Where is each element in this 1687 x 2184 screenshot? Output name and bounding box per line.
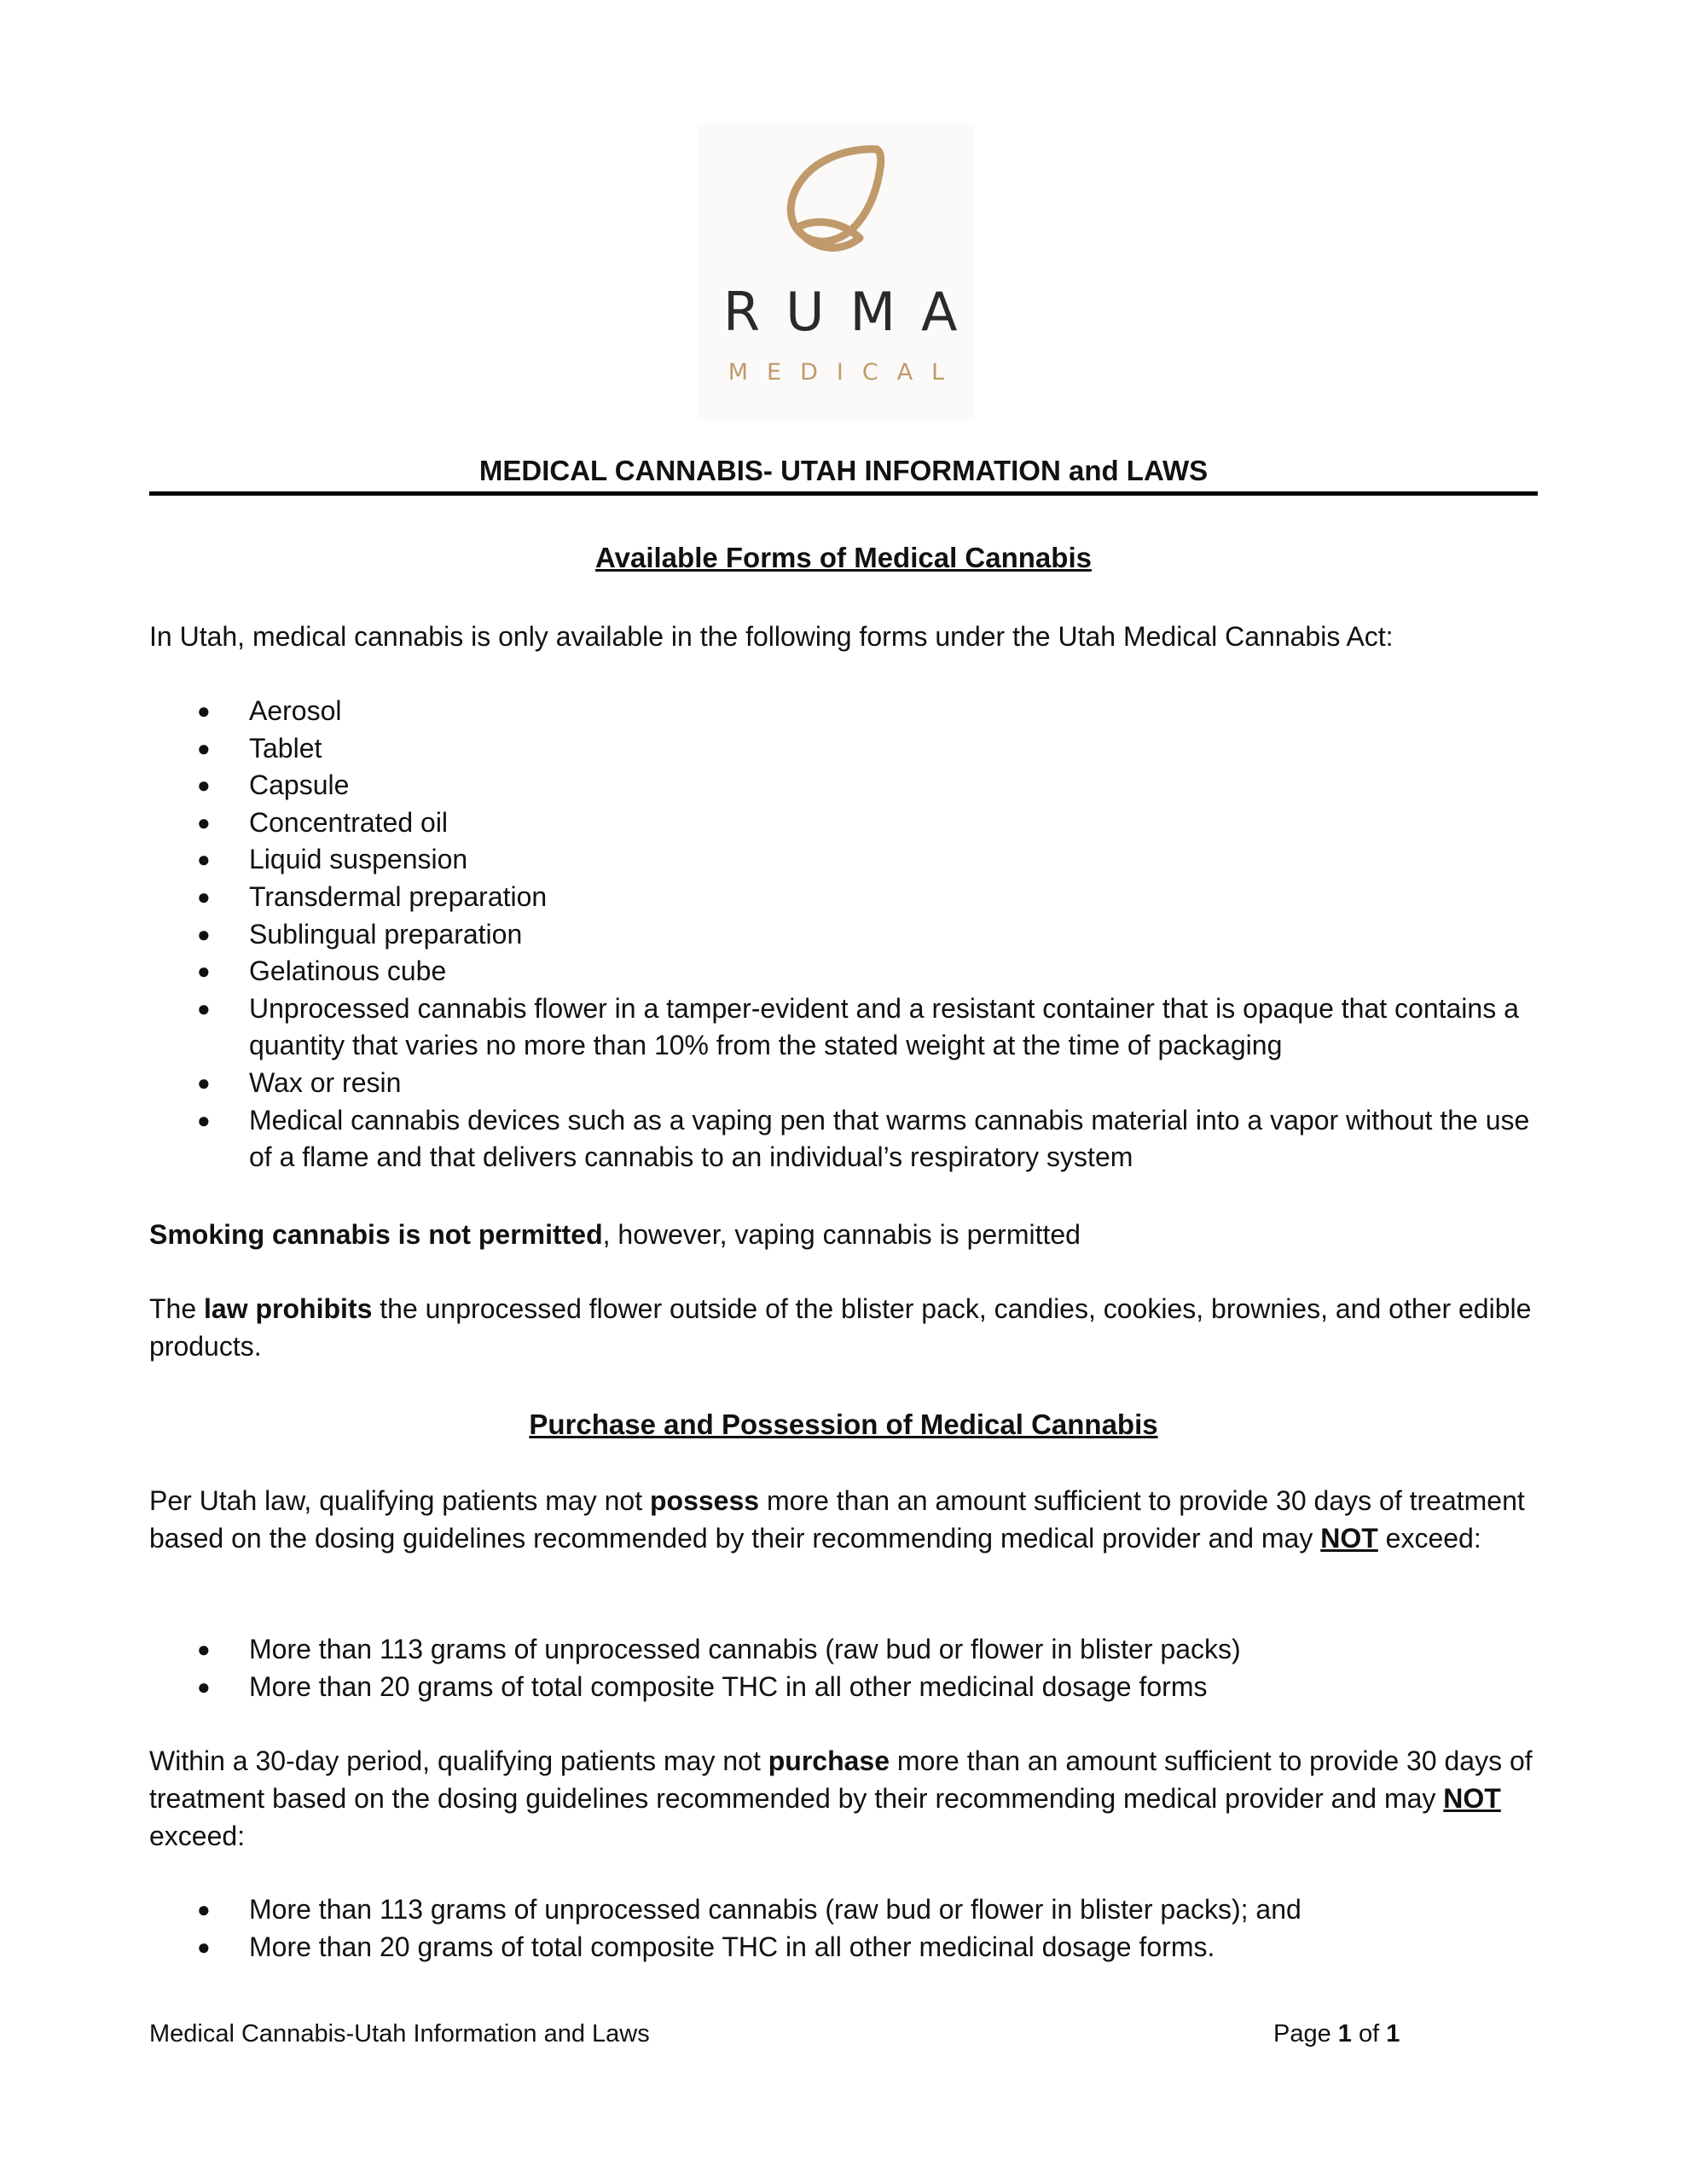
list-item: ● Sublingual preparation [149, 916, 1548, 954]
forms-list [149, 693, 1548, 1176]
bullet-icon: ● [197, 846, 211, 873]
footer-document-title: Medical Cannabis-Utah Information and Laws [149, 2020, 650, 2048]
list-item: ● More than 113 grams of unprocessed cannabis (raw bud or flower in blister packs); and [149, 1891, 1548, 1929]
list-item: ● More than 20 grams of total composite THC in all other medicinal dosage forms. [149, 1929, 1548, 1966]
list-item: ● Medical cannabis devices such as a vaping pen that warms cannabis material into a vapor without the use of a flame and that delivers cannabis to an individual’s respiratory system [149, 1102, 1548, 1176]
purchase-limits-list [149, 1891, 1548, 1966]
law-prohibits-statement: The law prohibits the unprocessed flower outside of the blister pack, candies, cookies, brownies, and other edible products. [149, 1293, 1532, 1362]
list-item: ● Wax or resin [149, 1065, 1548, 1102]
bullet-icon: ● [197, 1107, 211, 1133]
list-item: ● Unprocessed cannabis flower in a tamper-evident and a resistant container that is opaque that contains a quantity that varies no more than 10% from the stated weight at the time of packaging [149, 990, 1548, 1065]
bullet-icon: ● [197, 1673, 211, 1699]
bullet-icon: ● [197, 1933, 211, 1960]
list-item: ● Concentrated oil [149, 804, 1548, 842]
bullet-icon: ● [197, 1896, 211, 1922]
list-item: ● Transdermal preparation [149, 879, 1548, 916]
section-heading-forms: Available Forms of Medical Cannabis [595, 542, 1092, 573]
section-heading-purchase: Purchase and Possession of Medical Cannabis [529, 1409, 1158, 1440]
logo-wordmark: RUMA [723, 281, 983, 343]
purchase-statement: Within a 30-day period, qualifying patients may not purchase more than an amount sufficient to provide 30 days of treatment based on the dosing guidelines recommended by their recommending medical provider and may NOT exceed: [149, 1745, 1533, 1851]
possess-statement: Per Utah law, qualifying patients may not possess more than an amount sufficient to provide 30 days of treatment based on the dosing guidelines recommended by their recommending medical provider and may NOT exceed: [149, 1485, 1525, 1554]
bullet-icon: ● [197, 1636, 211, 1662]
bullet-icon: ● [197, 698, 211, 723]
list-item: ● More than 113 grams of unprocessed cannabis (raw bud or flower in blister packs) [149, 1631, 1548, 1669]
list-item: ● Tablet [149, 730, 1548, 768]
bullet-icon: ● [197, 1069, 211, 1095]
list-item: ● More than 20 grams of total composite THC in all other medicinal dosage forms [149, 1669, 1548, 1706]
list-item: ● Aerosol [149, 693, 1548, 730]
bullet-icon: ● [197, 995, 211, 1021]
smoking-statement: Smoking cannabis is not permitted, however, vaping cannabis is permitted [149, 1219, 1081, 1250]
bullet-icon: ● [197, 921, 211, 947]
list-item: ● Liquid suspension [149, 841, 1548, 879]
list-item: ● Gelatinous cube [149, 953, 1548, 990]
bullet-icon: ● [197, 772, 211, 799]
page-title: MEDICAL CANNABIS- UTAH INFORMATION and LAWS [478, 455, 1209, 486]
bullet-icon: ● [197, 735, 211, 761]
bullet-icon: ● [197, 883, 211, 909]
forms-intro: In Utah, medical cannabis is only available in the following forms under the Utah Medical Cannabis Act: [149, 621, 1394, 652]
footer-page-number: Page 1 of 1 [1273, 2020, 1400, 2048]
leaf-icon [781, 142, 892, 270]
logo-subtitle: MEDICAL [728, 359, 964, 386]
list-item: ● Capsule [149, 767, 1548, 804]
title-divider [149, 491, 1538, 496]
possess-limits-list [149, 1631, 1548, 1705]
bullet-icon: ● [197, 809, 211, 835]
ruma-medical-logo [698, 124, 983, 421]
bullet-icon: ● [197, 958, 211, 985]
